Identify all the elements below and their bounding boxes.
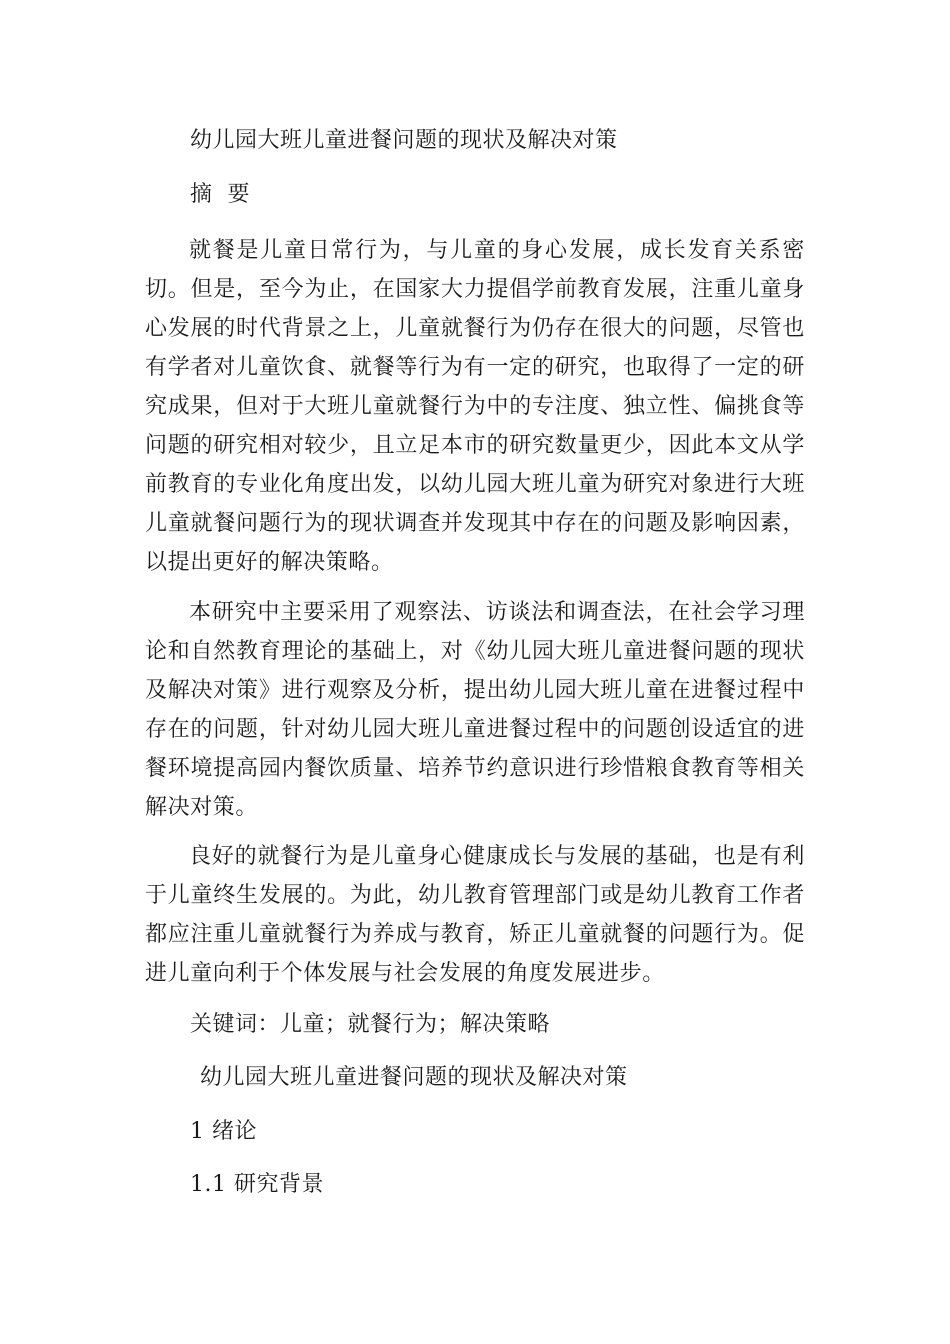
keywords: 关键词：儿童；就餐行为；解决策略	[190, 1012, 551, 1037]
section-heading-1: 1 绪论	[190, 1119, 257, 1144]
body-title: 幼儿园大班儿童进餐问题的现状及解决对策	[200, 1065, 628, 1090]
document-title: 幼儿园大班儿童进餐问题的现状及解决对策	[190, 128, 618, 153]
abstract-paragraph-1: 就餐是儿童日常行为，与儿童的身心发展，成长发育关系密切。但是，至今为止，在国家大力提倡学前教育发展，注重儿童身心发展的时代背景之上，儿童就餐行为仍存在很大的问题，尽管也有学者对儿童饮食、就餐等行为有一定的研究，也取得了一定的研究成果，但对于大班儿童就餐行为中的专注度、独立性、偏挑食等问题的研究相对较少，且立足本市的研究数量更少，因此本文从学前教育的专业化角度出发，以幼儿园大班儿童为研究对象进行大班儿童就餐问题行为的现状调查并发现其中存在的问题及影响因素，以提出更好的解决策略。	[145, 238, 805, 575]
abstract-heading: 摘 要	[190, 182, 250, 207]
abstract-paragraph-2: 本研究中主要采用了观察法、访谈法和调查法，在社会学习理论和自然教育理论的基础上，对《幼儿园大班儿童进餐问题的现状及解决对策》进行观察及分析，提出幼儿园大班儿童在进餐过程中存在的问题，针对幼儿园大班儿童进餐过程中的问题创设适宜的进餐环境提高园内餐饮质量、培养节约意识进行珍惜粮食教育等相关解决对策。	[145, 600, 805, 820]
section-heading-1-1: 1.1 研究背景	[190, 1172, 324, 1197]
abstract-paragraph-3: 良好的就餐行为是儿童身心健康成长与发展的基础，也是有利于儿童终生发展的。为此，幼儿教育管理部门或是幼儿教育工作者都应注重儿童就餐行为养成与教育，矫正儿童就餐的问题行为。促进儿童向利于个体发展与社会发展的角度发展进步。	[145, 844, 805, 986]
